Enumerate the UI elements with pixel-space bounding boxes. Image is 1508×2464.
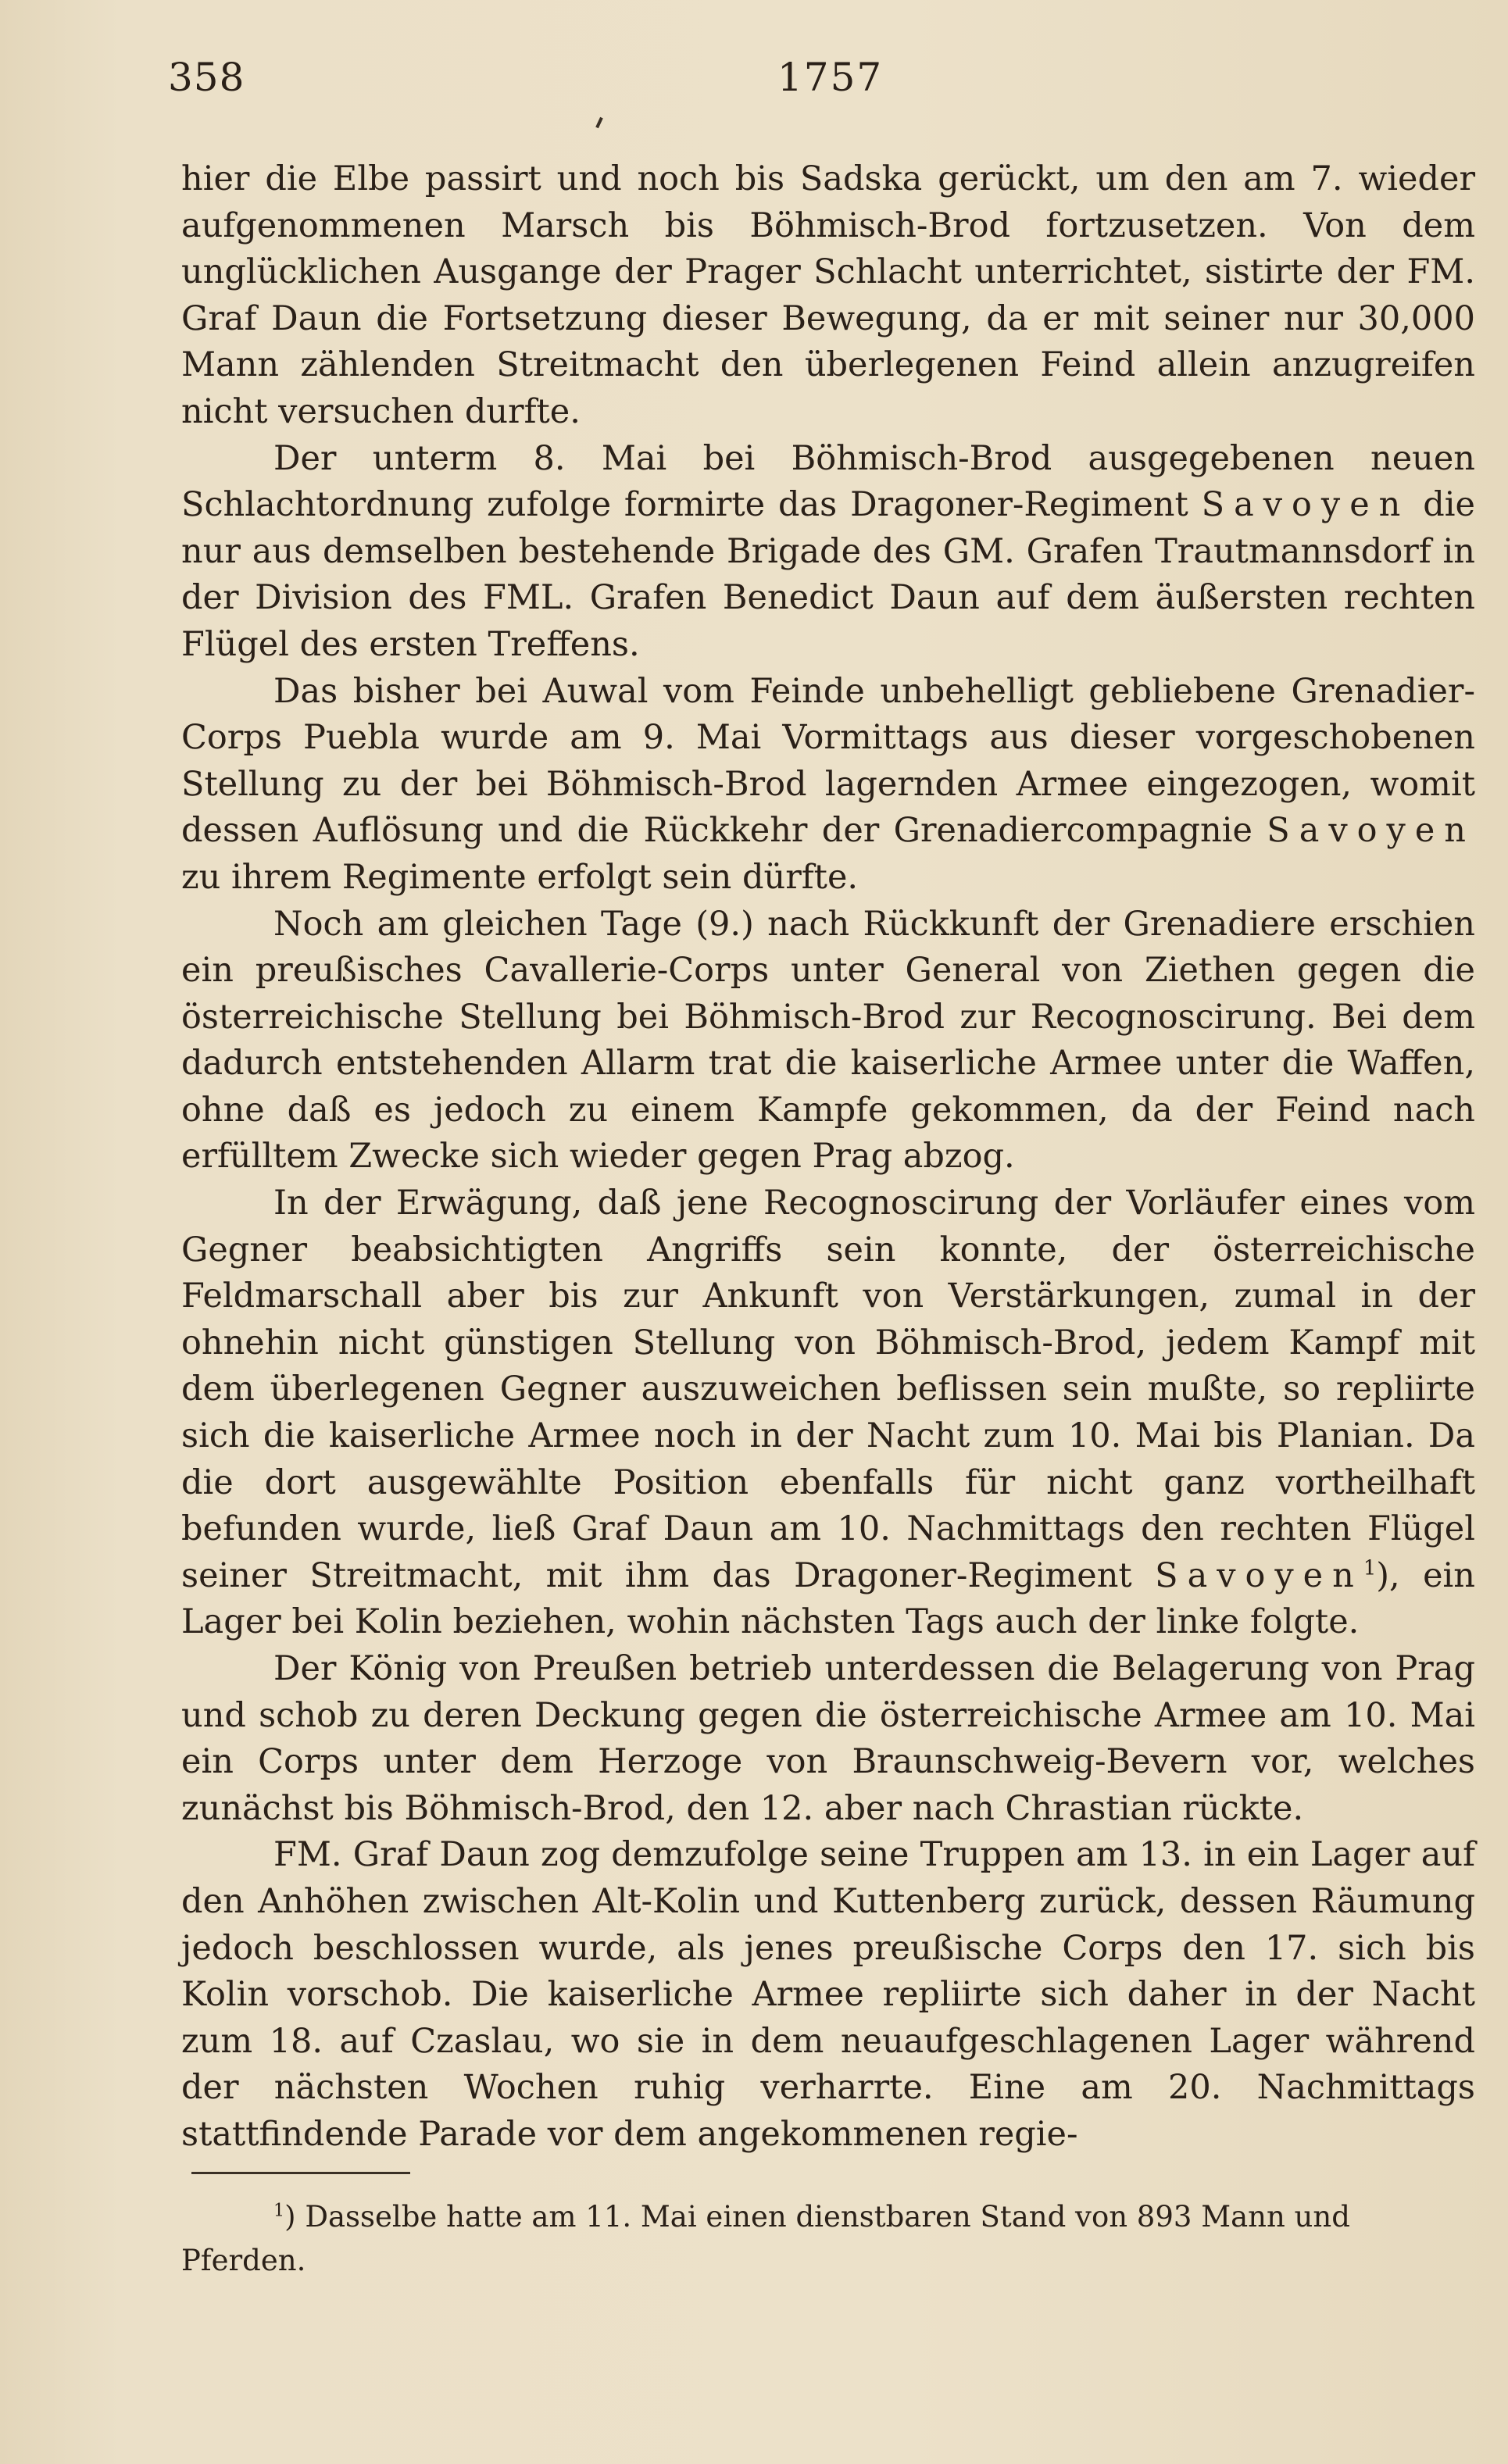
body-text [181, 156, 1475, 2159]
running-header-year: 1757 [777, 55, 884, 100]
paragraph-1: hier die Elbe passirt und noch bis Sadska gerückt, um den am 7. wieder aufgenommenen Marsch bis Böhmisch-Brod fortzusetzen. Von dem unglücklichen Ausgange der Prager Schlacht unterrichtet, sistirte der FM. Graf Daun die Fortsetzung dieser Bewegung, da er mit seiner nur 30,000 Mann zählenden Streitmacht den überlegenen Feind allein anzugreifen nicht versuchen durfte. [181, 159, 1475, 431]
footnote-marker: 1 [273, 2200, 285, 2221]
paragraph-5 [181, 1180, 1475, 1646]
paragraph-3-part2: zu ihrem Regimente erfolgt sein dürfte. [181, 857, 859, 897]
paragraph-5-spaced-name: Savoyen [1155, 1555, 1363, 1595]
footnote-reference: 1 [1363, 1556, 1377, 1580]
paragraph-2-spaced-name: Savoyen [1201, 485, 1410, 525]
paragraph-5-part2: ), ein Lager bei Kolin beziehen, wohin nächsten Tags auch der linke folgte. [181, 1555, 1475, 1642]
footnote-divider [191, 2172, 410, 2174]
page-header [168, 55, 1473, 109]
paragraph-6: Der König von Preußen betrieb unterdessen die Belagerung von Prag und schob zu deren Deckung gegen die österreichische Armee am 10. Mai ein Corps unter dem Herzoge von Braunschweig-Bevern vor, welches zunächst bis Böhmisch-Brod, den 12. aber nach Chrastian rückte. [181, 1649, 1475, 1828]
paragraph-2 [181, 436, 1475, 669]
stray-ink-mark [595, 117, 603, 128]
paragraph-3-part1: Das bisher bei Auwal vom Feinde unbehelligt gebliebene Grenadier-Corps Puebla wurde am 9. Mai Vormittags aus dieser vorgeschobenen Stellung zu der bei Böhmisch-Brod lagernden Armee eingezogen, womit dessen Auflösung und die Rückkehr der Grenadiercompagnie [181, 671, 1475, 851]
footnote [181, 2195, 1475, 2283]
paragraph-2-part1: Der unterm 8. Mai bei Böhmisch-Brod ausgegebenen neuen Schlachtordnung zufolge formirte das Dragoner-Regiment [181, 438, 1475, 525]
paragraph-3 [181, 669, 1475, 902]
paragraph-3-spaced-name: Savoyen [1267, 811, 1475, 851]
page-number: 358 [168, 55, 245, 100]
footnote-text: ) Dasselbe hatte am 11. Mai einen dienstbaren Stand von 893 Mann und Pferden. [181, 2200, 1350, 2277]
paragraph-5-part1: In der Erwägung, daß jene Recognoscirung der Vorläufer eines vom Gegner beabsichtigten Angriffs sein konnte, der österreichische Feldmarschall aber bis zur Ankunft von Verstärkungen, zumal in der ohnehin nicht günstigen Stellung von Böhmisch-Brod, jedem Kampf mit dem überlegenen Gegner auszuweichen beflissen sein mußte, so repliirte sich die kaiserliche Armee noch in der Nacht zum 10. Mai bis Planian. Da die dort ausgewählte Position ebenfalls für nicht ganz vortheilhaft befunden wurde, ließ Graf Daun am 10. Nachmittags den rechten Flügel seiner Streitmacht, mit ihm das Dragoner-Regiment [181, 1184, 1475, 1595]
paragraph-7: FM. Graf Daun zog demzufolge seine Truppen am 13. in ein Lager auf den Anhöhen zwischen Alt-Kolin und Kuttenberg zurück, dessen Räumung jedoch beschlossen wurde, als jenes preußische Corps den 17. sich bis Kolin vorschob. Die kaiserliche Armee repliirte sich daher in der Nacht zum 18. auf Czaslau, wo sie in dem neuaufgeschlagenen Lager während der nächsten Wochen ruhig verharrte. Eine am 20. Nachmittags stattfindende Parade vor dem angekommenen regie- [181, 1835, 1475, 2154]
paragraph-4: Noch am gleichen Tage (9.) nach Rückkunft der Grenadiere erschien ein preußisches Cavallerie-Corps unter General von Ziethen gegen die österreichische Stellung bei Böhmisch-Brod zur Recognoscirung. Bei dem dadurch entstehenden Allarm trat die kaiserliche Armee unter die Waffen, ohne daß es jedoch zu einem Kampfe gekommen, da der Feind nach erfülltem Zwecke sich wieder gegen Prag abzog. [181, 904, 1475, 1177]
paragraph-2-part2: die nur aus demselben bestehende Brigade des GM. Grafen Trautmannsdorf in der Division des FML. Grafen Benedict Daun auf dem äußersten rechten Flügel des ersten Treffens. [181, 485, 1475, 664]
